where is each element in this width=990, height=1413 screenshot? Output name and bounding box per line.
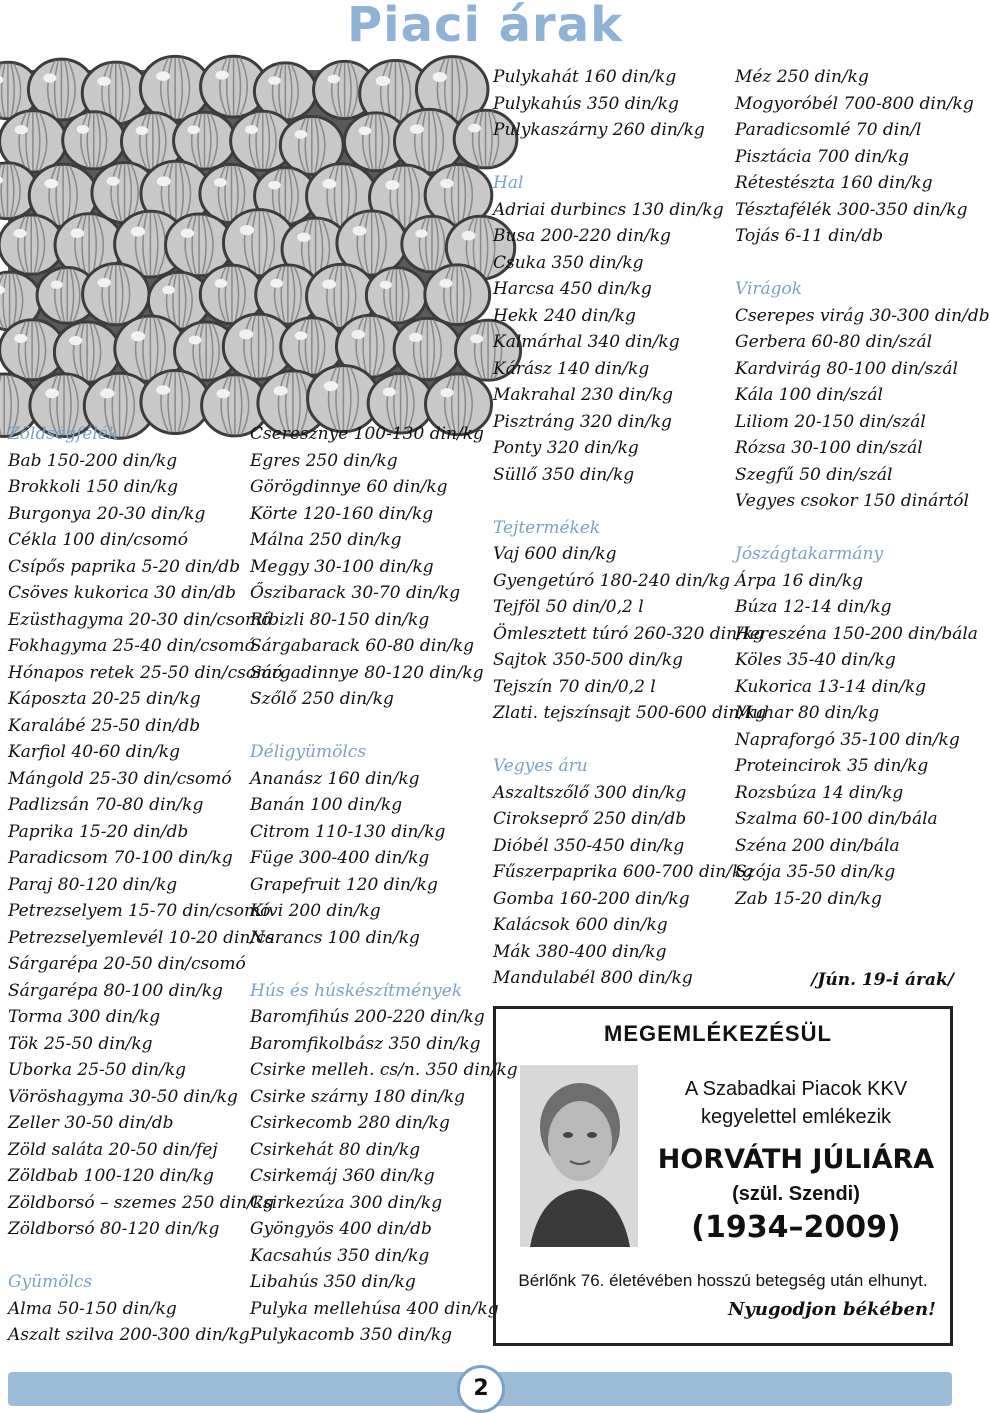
memorial-org-line-2: kegyelettel emlékezik	[700, 1106, 892, 1128]
price-item: Csirkemáj 360 din/kg	[250, 1166, 435, 1186]
price-item: Tejszín 70 din/0,2 l	[493, 676, 656, 697]
price-item: Ribizli 80-150 din/kg	[250, 609, 430, 630]
price-item: Tojás 6-11 din/db	[735, 226, 884, 246]
price-item: Petrezselyemlevél 10-20 din/cs.	[8, 927, 280, 948]
price-item: Kardvirág 80-100 din/szál	[735, 358, 958, 379]
category-heading: Gyümölcs	[8, 1272, 93, 1292]
spacer	[493, 727, 766, 754]
price-item: Vegyes csokor 150 dinártól	[735, 491, 969, 511]
price-item: Uborka 25-50 din/kg	[8, 1060, 187, 1080]
price-item: Rozsbúza 14 din/kg	[735, 782, 904, 803]
price-item: Ezüsthagyma 20-30 din/csomó	[8, 609, 272, 630]
price-item: Baromfikolbász 350 din/kg	[250, 1033, 481, 1054]
price-item: Hónapos retek 25-50 din/csomó	[8, 662, 283, 683]
page-title: Piaci árak	[346, 0, 623, 53]
price-item: Káposzta 20-25 din/kg	[8, 689, 201, 709]
price-item: Zöldborsó 80-120 din/kg	[8, 1219, 220, 1239]
price-item: Paraj 80-120 din/kg	[8, 874, 178, 895]
price-item: Rózsa 30-100 din/szál	[735, 438, 923, 458]
price-item: Bab 150-200 din/kg	[8, 450, 178, 471]
price-item: Napraforgó 35-100 din/kg	[735, 729, 960, 750]
price-item: Tejföl 50 din/0,2 l	[493, 597, 644, 617]
price-item: Narancs 100 din/kg	[250, 927, 420, 948]
price-item: Libahús 350 din/kg	[250, 1272, 416, 1292]
category-heading: Jószágtakarmány	[735, 544, 884, 564]
price-column-2	[250, 421, 518, 1349]
price-item: Meggy 30-100 din/kg	[250, 556, 434, 577]
price-item: Sajtok 350-500 din/kg	[493, 650, 684, 670]
price-item: Cékla 100 din/csomó	[8, 530, 189, 550]
price-column-1	[8, 421, 282, 1349]
memorial-years: (1934–2009)	[691, 1210, 901, 1245]
spacer	[493, 488, 766, 515]
price-item: Őszibarack 30-70 din/kg	[250, 583, 461, 603]
price-item: Zöldbab 100-120 din/kg	[8, 1166, 214, 1186]
price-item: Csuka 350 din/kg	[493, 252, 644, 273]
price-item: Harcsa 450 din/kg	[493, 279, 652, 299]
price-item: Rétestészta 160 din/kg	[735, 173, 933, 193]
berry-shape	[425, 265, 490, 325]
price-item: Ponty 320 din/kg	[493, 438, 639, 458]
price-column-4	[735, 64, 990, 912]
price-item: Hekk 240 din/kg	[493, 305, 636, 326]
portrait-photo	[520, 1065, 638, 1247]
price-item: Zeller 30-50 din/db	[8, 1113, 174, 1133]
price-item: Mogyoróbél 700-800 din/kg	[735, 93, 974, 114]
price-item: Csípős paprika 5-20 din/db	[8, 556, 241, 577]
price-item: Pulykahát 160 din/kg	[493, 67, 677, 87]
price-item: Szója 35-50 din/kg	[735, 862, 896, 882]
price-item: Csirke szárny 180 din/kg	[250, 1086, 465, 1107]
price-item: Pulyka mellehúsa 400 din/kg	[250, 1298, 499, 1319]
price-item: Tök 25-50 din/kg	[8, 1033, 153, 1054]
price-item: Paradicsomlé 70 din/l	[735, 120, 922, 140]
category-heading: Virágok	[735, 279, 803, 299]
price-item: Mák 380-400 din/kg	[493, 941, 667, 962]
price-item: Padlizsán 70-80 din/kg	[8, 795, 204, 815]
price-item: Mandulabél 800 din/kg	[493, 968, 693, 988]
price-item: Proteincirok 35 din/kg	[735, 756, 929, 776]
price-item: Zlati. tejszínsajt 500-600 din/kg	[493, 703, 767, 723]
price-item: Banán 100 din/kg	[250, 795, 403, 815]
price-item: Karfiol 40-60 din/kg	[8, 742, 180, 762]
price-item: Paradicsom 70-100 din/kg	[8, 848, 233, 868]
price-item: Paprika 15-20 din/db	[8, 821, 189, 842]
price-item: Málna 250 din/kg	[250, 530, 402, 550]
price-item: Szegfű 50 din/szál	[735, 464, 893, 485]
price-item: Pulykaszárny 260 din/kg	[493, 120, 705, 140]
price-item: Szőlő 250 din/kg	[250, 689, 394, 709]
price-item: Makrahal 230 din/kg	[493, 385, 674, 405]
price-item: Kivi 200 din/kg	[250, 901, 381, 921]
price-item: Ömlesztett túró 260-320 din/kg	[493, 623, 764, 644]
price-item: Adriai durbincs 130 din/kg	[493, 199, 724, 220]
price-item: Cserepes virág 30-300 din/db	[735, 305, 990, 326]
price-item: Sárgabarack 60-80 din/kg	[250, 636, 475, 656]
price-item: Pisztráng 320 din/kg	[493, 411, 672, 432]
price-item: Csirkezúza 300 din/kg	[250, 1192, 443, 1213]
price-item: Köles 35-40 din/kg	[735, 650, 896, 670]
price-item: Kalácsok 600 din/kg	[493, 915, 668, 935]
page-number: 2	[457, 1365, 505, 1413]
price-item: Mángold 25-30 din/csomó	[8, 768, 232, 789]
price-item: Körte 120-160 din/kg	[250, 503, 434, 524]
price-item: Cseresznye 100-130 din/kg	[250, 424, 484, 444]
category-heading: Zöldségfélék	[8, 424, 119, 444]
memorial-name: HORVÁTH JÚLIÁRA	[657, 1144, 935, 1175]
price-item: Baromfihús 200-220 din/kg	[250, 1007, 485, 1027]
price-item: Gomba 160-200 din/kg	[493, 888, 690, 909]
category-heading: Vegyes áru	[493, 756, 588, 776]
spacer	[493, 144, 766, 171]
berry-shape	[83, 264, 149, 325]
price-item: Brokkoli 150 din/kg	[8, 477, 178, 497]
price-item: Pulykacomb 350 din/kg	[250, 1325, 453, 1345]
price-item: Ananász 160 din/kg	[250, 768, 420, 789]
price-item: Liliom 20-150 din/szál	[735, 411, 926, 432]
price-item: Dióbél 350-450 din/kg	[493, 835, 685, 856]
spacer	[735, 250, 990, 277]
price-item: Pulykahús 350 din/kg	[493, 93, 679, 114]
spacer	[250, 951, 518, 978]
category-heading: Déligyümölcs	[250, 742, 367, 762]
price-item: Vaj 600 din/kg	[493, 544, 617, 564]
price-item: Csirkehát 80 din/kg	[250, 1139, 421, 1160]
price-item: Kacsahús 350 din/kg	[250, 1245, 430, 1266]
price-item: Fokhagyma 25-40 din/csomó	[8, 636, 255, 656]
price-column-3	[493, 64, 766, 992]
price-item: Méz 250 din/kg	[735, 67, 869, 87]
price-item: Aszaltszőlő 300 din/kg	[493, 782, 687, 803]
price-item: Csirke melleh. cs/n. 350 din/kg	[250, 1060, 518, 1080]
price-item: Süllő 350 din/kg	[493, 464, 635, 485]
spacer	[735, 515, 990, 542]
price-item: Karalábé 25-50 din/db	[8, 715, 201, 736]
price-item: Grapefruit 120 din/kg	[250, 874, 438, 895]
spacer	[250, 713, 518, 740]
price-item: Kárász 140 din/kg	[493, 358, 650, 379]
price-item: Csirkecomb 280 din/kg	[250, 1113, 450, 1133]
price-item: Torma 300 din/kg	[8, 1007, 161, 1027]
price-item: Vöröshagyma 30-50 din/kg	[8, 1086, 238, 1107]
gooseberries-photo	[8, 70, 468, 413]
price-item: Kála 100 din/szál	[735, 385, 883, 405]
price-item: Burgonya 20-30 din/kg	[8, 503, 206, 524]
price-item: Zöldborsó – szemes 250 din/kg	[8, 1192, 274, 1213]
price-item: Hereszéna 150-200 din/bála	[735, 623, 978, 644]
berry-shape	[394, 318, 460, 379]
memorial-maiden-name: (szül. Szendi)	[732, 1183, 860, 1205]
price-item: Füge 300-400 din/kg	[250, 848, 430, 868]
price-item: Csöves kukorica 30 din/db	[8, 583, 236, 603]
price-item: Szalma 60-100 din/bála	[735, 809, 938, 829]
price-item: Sárgadinnye 80-120 din/kg	[250, 662, 484, 683]
price-item: Alma 50-150 din/kg	[8, 1298, 177, 1319]
memorial-org-line-1: A Szabadkai Piacok KKV	[684, 1078, 908, 1100]
price-item: Sárgarépa 20-50 din/csomó	[8, 954, 246, 974]
price-item: Zöld saláta 20-50 din/fej	[8, 1139, 218, 1160]
price-item: Kukorica 13-14 din/kg	[735, 676, 927, 697]
price-item: Egres 250 din/kg	[250, 450, 398, 471]
price-item: Árpa 16 din/kg	[735, 570, 864, 591]
price-item: Aszalt szilva 200-300 din/kg	[8, 1325, 250, 1345]
price-item: Petrezselyem 15-70 din/csomó	[8, 901, 271, 921]
category-heading: Tejtermékek	[493, 517, 601, 538]
price-item: Muhar 80 din/kg	[735, 703, 880, 723]
memorial-organization	[646, 1075, 946, 1131]
berry-shape	[63, 112, 125, 169]
memorial-box	[493, 1006, 953, 1346]
category-heading: Hús és húskészítmények	[250, 980, 463, 1001]
price-item: Görögdinnye 60 din/kg	[250, 477, 448, 497]
category-heading: Hal	[493, 173, 524, 193]
price-item: Citrom 110-130 din/kg	[250, 821, 446, 842]
memorial-closing: Nyugodjon békében!	[727, 1299, 936, 1320]
price-item: Fűszerpaprika 600-700 din/kg	[493, 862, 754, 882]
price-item: Pisztácia 700 din/kg	[735, 146, 910, 167]
price-item: Tésztafélék 300-350 din/kg	[735, 199, 968, 220]
price-item: Cirokseprő 250 din/db	[493, 809, 687, 829]
price-item: Zab 15-20 din/kg	[735, 888, 882, 909]
memorial-text: Bérlőnk 76. életévében hosszú betegség után elhunyt.	[518, 1271, 928, 1290]
price-date-note: /Jún. 19-i árak/	[811, 970, 954, 990]
price-item: Gyengetúró 180-240 din/kg	[493, 570, 730, 591]
spacer	[8, 1243, 282, 1270]
price-item: Sárgarépa 80-100 din/kg	[8, 980, 223, 1001]
price-item: Kalmárhal 340 din/kg	[493, 332, 680, 352]
price-item: Búza 12-14 din/kg	[735, 597, 892, 617]
price-item: Széna 200 din/bála	[735, 835, 900, 856]
price-item: Busa 200-220 din/kg	[493, 226, 671, 246]
price-item: Gyöngyös 400 din/db	[250, 1219, 432, 1239]
price-item: Gerbera 60-80 din/szál	[735, 332, 933, 352]
memorial-heading: MEGEMLÉKEZÉSÜL	[604, 1021, 832, 1046]
